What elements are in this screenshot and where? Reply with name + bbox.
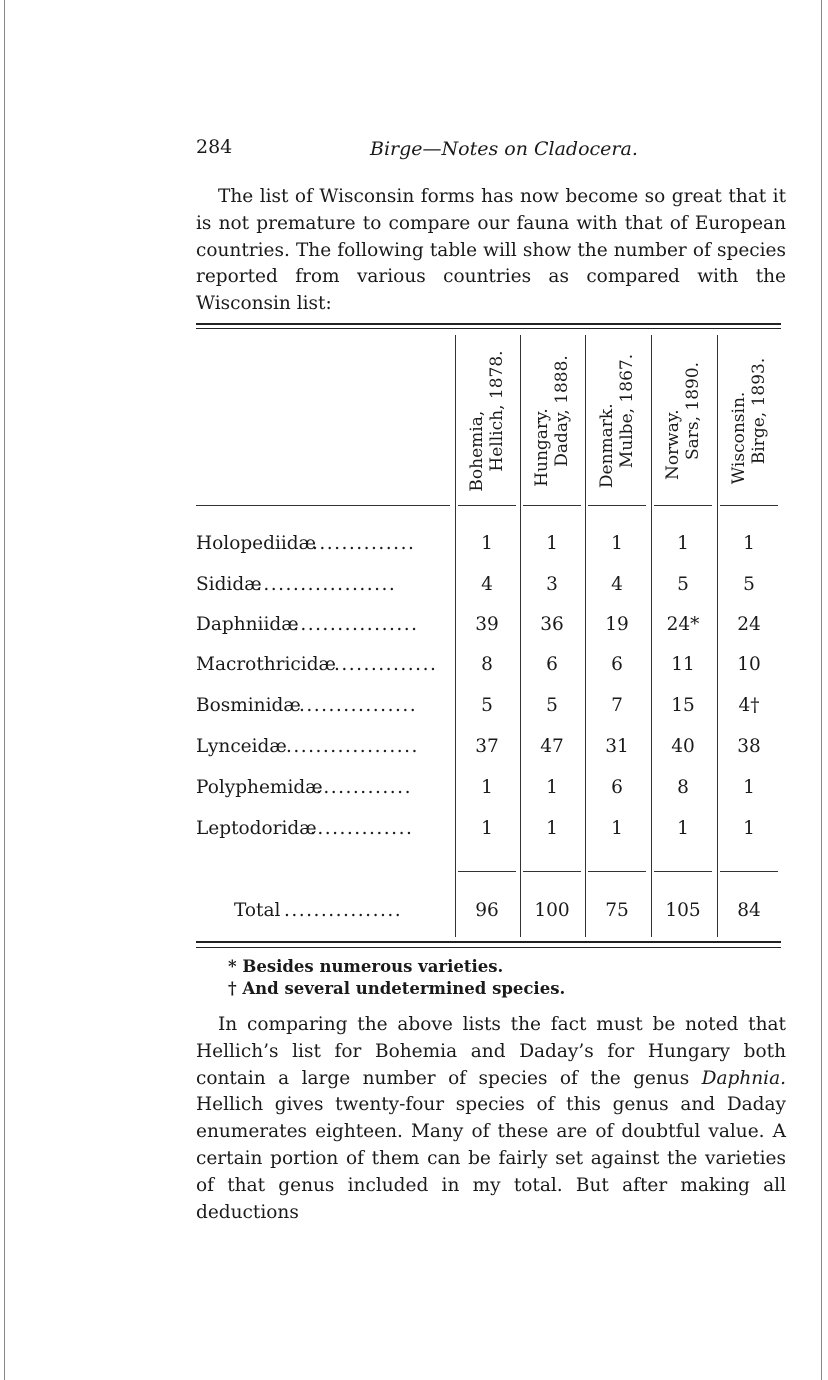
- scan-border-left: [4, 0, 5, 1380]
- intro-paragraph: [196, 184, 786, 318]
- column-header-rule: [458, 505, 516, 506]
- table-cell: 1: [743, 777, 755, 798]
- table-cell: 10: [737, 654, 761, 675]
- row-label: Bosminidæ: [196, 695, 301, 716]
- table-cell: 1: [677, 533, 689, 554]
- table-cell: 36: [540, 614, 564, 635]
- table-cell: 38: [737, 736, 761, 757]
- table-cell: 15: [671, 695, 695, 716]
- column-country: Wisconsin.: [729, 391, 749, 485]
- table-cell: 105: [665, 900, 701, 921]
- table-row: [196, 533, 781, 563]
- closing-text: [196, 1012, 786, 1226]
- table-cell: 3: [546, 574, 558, 595]
- table-cell: 6: [611, 777, 623, 798]
- table-cell: 19: [605, 614, 629, 635]
- table-cell: 1: [677, 818, 689, 839]
- table-cell: 1: [546, 777, 558, 798]
- page-header: [196, 136, 786, 164]
- column-country: Bohemia,: [467, 410, 487, 492]
- row-label: Holopediidæ: [196, 533, 317, 554]
- scan-border-right: [821, 0, 822, 1380]
- row-label: Total: [234, 900, 281, 921]
- table-cell: 75: [605, 900, 629, 921]
- column-header-rule: [720, 505, 778, 506]
- footnote-asterisk: * Besides numerous varieties.: [228, 957, 504, 976]
- table-cell: 5: [743, 574, 755, 595]
- table-cell: 7: [611, 695, 623, 716]
- column-country: Denmark.: [597, 403, 617, 489]
- table-cell: 1: [546, 533, 558, 554]
- intro-text: The list of Wisconsin forms has now become so great that it is not premature to compare our fauna with that of European countries. The following table will show the number of species reported from various countries as compared with the Wisconsin list:: [196, 186, 786, 315]
- table-cell: 4†: [738, 695, 760, 716]
- table-bottom-rule-thin: [196, 947, 781, 948]
- table-cell: 24: [737, 614, 761, 635]
- column-source: Sars, 1890.: [683, 361, 703, 461]
- genus-name: Daphnia.: [701, 1067, 786, 1089]
- table-cell: 5: [481, 695, 493, 716]
- dot-leader: ..................: [286, 736, 419, 757]
- column-header: [718, 337, 780, 505]
- row-label: Sididæ: [196, 574, 262, 595]
- table-row: [196, 736, 781, 766]
- table-row: [196, 654, 781, 684]
- table-top-rule: [196, 323, 781, 325]
- table-row: [196, 777, 781, 807]
- table-cell: 39: [475, 614, 499, 635]
- table-cell: 4: [611, 574, 623, 595]
- table-cell: 1: [481, 818, 493, 839]
- dot-leader: .............: [316, 777, 412, 798]
- column-header: [521, 337, 583, 505]
- total-rule: [654, 871, 712, 872]
- footnote-dagger: † And several undetermined species.: [228, 979, 566, 998]
- row-label: Macrothricidæ: [196, 654, 336, 675]
- column-header: [652, 337, 714, 505]
- dot-leader: ...................: [256, 574, 397, 595]
- table-cell: 1: [743, 533, 755, 554]
- table-bottom-rule: [196, 941, 781, 943]
- dot-leader: ..............: [334, 654, 438, 675]
- table-cell: 6: [611, 654, 623, 675]
- row-label: Leptodoridæ: [196, 818, 317, 839]
- table-cell: 8: [677, 777, 689, 798]
- table-cell: 5: [677, 574, 689, 595]
- table-cell: 84: [737, 900, 761, 921]
- dot-leader: ..............: [310, 818, 414, 839]
- table-cell: 1: [546, 818, 558, 839]
- stub-header-rule: [196, 505, 450, 506]
- table-cell: 1: [611, 533, 623, 554]
- page-number: 284: [196, 136, 233, 158]
- table-cell: 31: [605, 736, 629, 757]
- total-rule: [720, 871, 778, 872]
- total-rule: [588, 871, 646, 872]
- closing-paragraph: [196, 1012, 786, 1226]
- total-row: [196, 900, 781, 930]
- table-cell: 11: [671, 654, 695, 675]
- column-source: Hellich, 1878.: [487, 350, 507, 472]
- row-label: Lynceidæ: [196, 736, 287, 757]
- column-header-rule: [654, 505, 712, 506]
- table-top-rule-thin: [196, 328, 781, 329]
- total-rule: [458, 871, 516, 872]
- footnotes: [228, 956, 565, 1000]
- running-title: Birge—Notes on Cladocera.: [370, 138, 638, 160]
- column-header: [456, 337, 518, 505]
- table-cell: 1: [481, 777, 493, 798]
- column-country: Hungary.: [532, 408, 552, 487]
- closing-text-start: In comparing the above lists the fact must be noted that Hellich’s list for Bohemia and Daday’s for Hungary both contain a large number of species of the genus: [196, 1014, 786, 1089]
- table-cell: 96: [475, 900, 499, 921]
- column-source: Birge, 1893.: [749, 357, 769, 465]
- table-cell: 47: [540, 736, 564, 757]
- table-cell: 1: [611, 818, 623, 839]
- table-row: [196, 574, 781, 604]
- species-table: [196, 323, 781, 953]
- table-cell: 1: [481, 533, 493, 554]
- column-header-rule: [523, 505, 581, 506]
- table-row: [196, 695, 781, 725]
- table-cell: 4: [481, 574, 493, 595]
- column-source: Mulbe, 1867.: [617, 353, 637, 469]
- table-row: [196, 818, 781, 848]
- column-source: Daday, 1888.: [552, 355, 572, 467]
- closing-text-end: Hellich gives twenty-four species of this genus and Daday enumerates eighteen. Many of these are of doubtful value. A certain portion of them can be fairly set against the varieties of that genus included in my total. But after making all deductions: [196, 1094, 786, 1223]
- dot-leader: ................: [299, 695, 418, 716]
- dot-leader: .................: [293, 614, 419, 635]
- table-cell: 24*: [666, 614, 700, 635]
- column-country: Norway.: [663, 409, 683, 481]
- dot-leader: ................: [284, 900, 403, 921]
- dot-leader: ..............: [312, 533, 416, 554]
- column-header-rule: [588, 505, 646, 506]
- row-label: Daphniidæ: [196, 614, 299, 635]
- table-cell: 8: [481, 654, 493, 675]
- total-rule: [523, 871, 581, 872]
- table-cell: 5: [546, 695, 558, 716]
- table-cell: 6: [546, 654, 558, 675]
- table-cell: 40: [671, 736, 695, 757]
- table-row: [196, 614, 781, 644]
- row-label: Polyphemidæ: [196, 777, 323, 798]
- table-cell: 1: [743, 818, 755, 839]
- table-cell: 37: [475, 736, 499, 757]
- table-cell: 100: [534, 900, 570, 921]
- column-header: [586, 337, 648, 505]
